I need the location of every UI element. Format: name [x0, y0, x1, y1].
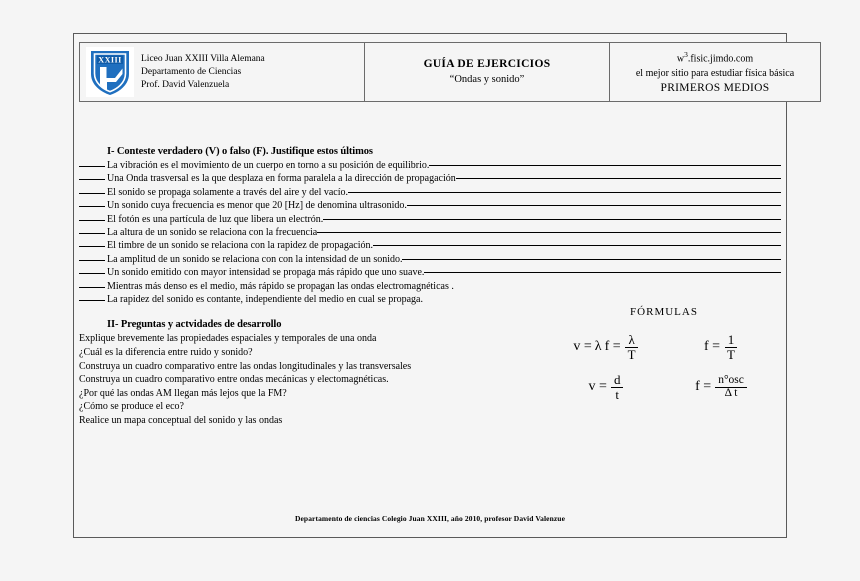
formula-1-fraction [625, 333, 639, 361]
header-cell-title [365, 43, 610, 102]
school-brand [86, 47, 358, 97]
development-question-item: Construya un cuadro comparativo entre las ondas longitudinales y las transversales [79, 360, 412, 372]
formula-frequency-oscillations [664, 372, 779, 402]
formula-1-denominator: T [627, 346, 636, 362]
formula-3-numerator: d [611, 373, 624, 387]
answer-blank[interactable] [79, 206, 105, 207]
answer-blank[interactable] [79, 246, 105, 247]
true-false-item [79, 253, 781, 266]
answer-blank[interactable] [79, 273, 105, 274]
statement-text: El sonido se propaga solamente a través del aire y del vacío. [107, 186, 349, 198]
statement-text: Un sonido cuya frecuencia es menor que 20 [Hz] de denomina ultrasonido. [107, 200, 407, 212]
statement-text: La altura de un sonido se relaciona con la frecuencia [107, 227, 318, 239]
formula-1-numerator: λ [625, 333, 637, 347]
site-tagline: el mejor sitio para estudiar física básica [635, 67, 795, 79]
school-name: Liceo Juan XXIII Villa Alemana [141, 53, 265, 64]
true-false-item [79, 280, 781, 293]
statement-text: El fotón es una partícula de luz que libera un electrón. [107, 213, 324, 225]
section2-heading: II- Preguntas y actvidades de desarrollo [107, 319, 282, 331]
section1-heading: I- Conteste verdadero (V) o falso (F). Justifique estos últimos [107, 146, 373, 157]
true-false-item [79, 186, 781, 199]
justification-line[interactable] [373, 245, 781, 246]
answer-blank[interactable] [79, 287, 105, 288]
formula-4-denominator: Δ t [724, 386, 738, 399]
formula-2-fraction [724, 333, 738, 361]
development-question-item: ¿Cómo se produce el eco? [79, 401, 184, 413]
formula-1-lambda: λ [594, 339, 602, 354]
guide-subtitle: “Ondas y sonido” [449, 74, 525, 85]
development-question-item: Construya un cuadro comparativo entre ondas mecánicas y electomagnéticas. [79, 374, 389, 386]
site-level: PRIMEROS MEDIOS [660, 82, 770, 95]
page-footer: Departamento de ciencias Colegio Juan XXIII, año 2010, profesor David Valenzue [294, 514, 566, 523]
formulas-block [549, 306, 779, 402]
justification-line[interactable] [407, 205, 781, 206]
true-false-item [79, 159, 781, 172]
header-table [79, 42, 821, 102]
true-false-item [79, 226, 781, 239]
formula-4-lhs: f = [695, 379, 712, 394]
formula-1-lhs: v = [573, 339, 592, 354]
shield-icon [86, 47, 134, 97]
site-url-suffix: .fisic.jimdo.com [687, 53, 754, 65]
school-teacher: Prof. David Valenzuela [141, 79, 230, 90]
justification-line[interactable] [424, 272, 781, 273]
justification-line[interactable] [402, 259, 781, 260]
justification-line[interactable] [429, 165, 781, 166]
development-question-item: ¿Por qué las ondas AM llegan más lejos que la FM? [79, 387, 287, 399]
statement-text: La rapidez del sonido es contante, independiente del medio en cual se propaga. [107, 294, 423, 306]
statement-text: El timbre de un sonido se relaciona con la rapidez de propagación. [107, 240, 374, 252]
answer-blank[interactable] [79, 300, 105, 301]
answer-blank[interactable] [79, 260, 105, 261]
development-question-item: Realice un mapa conceptual del sonido y las ondas [79, 415, 283, 427]
justification-line[interactable] [323, 219, 781, 220]
formula-2-lhs: f = [703, 339, 721, 354]
answer-blank[interactable] [79, 193, 105, 194]
statement-text: Un sonido emitido con mayor intensidad se propaga más rápido que uno suave. [107, 267, 425, 279]
true-false-item [79, 199, 781, 212]
formula-grid [549, 332, 779, 402]
school-text-block [141, 53, 265, 92]
guide-title: GUÍA DE EJERCICIOS [423, 58, 551, 70]
true-false-item [79, 266, 781, 279]
document-page [73, 33, 795, 538]
answer-blank[interactable] [79, 166, 105, 167]
true-false-list [79, 159, 781, 306]
justification-line[interactable] [348, 192, 781, 193]
school-department: Departamento de Ciencias [141, 66, 242, 77]
site-text-block [616, 48, 814, 96]
development-question-item: ¿Cuál es la diferencia entre ruido y sonido? [79, 347, 253, 359]
answer-blank[interactable] [79, 220, 105, 221]
development-question-item: Explique brevemente las propiedades espaciales y temporales de una onda [79, 333, 377, 345]
true-false-item [79, 239, 781, 252]
statement-text: Mientras más denso es el medio, más rápido se propagan las ondas electromagnéticas . [107, 280, 454, 292]
formula-3-lhs: v = [588, 379, 607, 394]
justification-line[interactable] [317, 232, 781, 233]
svg-text:XXIII: XXIII [98, 55, 122, 65]
true-false-item [79, 172, 781, 185]
formulas-title: FÓRMULAS [630, 306, 698, 318]
statement-text: La vibración es el movimiento de un cuerpo en torno a su posición de equilibrio. [107, 160, 430, 171]
formula-frequency-period [664, 332, 779, 362]
statement-text: La amplitud de un sonido se relaciona con con la intensidad de un sonido. [107, 253, 403, 265]
justification-line[interactable] [456, 178, 781, 179]
site-url-superscript: 3 [684, 50, 688, 60]
header-cell-school [80, 43, 365, 102]
site-url [616, 48, 814, 67]
true-false-item [79, 293, 781, 306]
formula-4-numerator: n°osc [715, 375, 747, 388]
site-url-prefix: w [676, 53, 685, 65]
statement-text: Una Onda trasversal es la que desplaza en forma paralela a la dirección de propagación [107, 173, 456, 185]
formula-4-fraction [715, 375, 747, 399]
formula-3-fraction [611, 373, 624, 401]
header-cell-site [610, 43, 821, 102]
formula-1-f: f = [604, 339, 621, 354]
answer-blank[interactable] [79, 233, 105, 234]
formula-2-numerator: 1 [725, 333, 738, 347]
header-row [80, 43, 821, 102]
school-logo [86, 47, 134, 97]
document-body [79, 146, 781, 526]
answer-blank[interactable] [79, 179, 105, 180]
formula-2-denominator: T [727, 346, 735, 362]
formula-3-denominator: t [615, 386, 620, 402]
formula-wave-speed [549, 332, 664, 362]
formula-speed-distance [549, 372, 664, 402]
true-false-item [79, 213, 781, 226]
